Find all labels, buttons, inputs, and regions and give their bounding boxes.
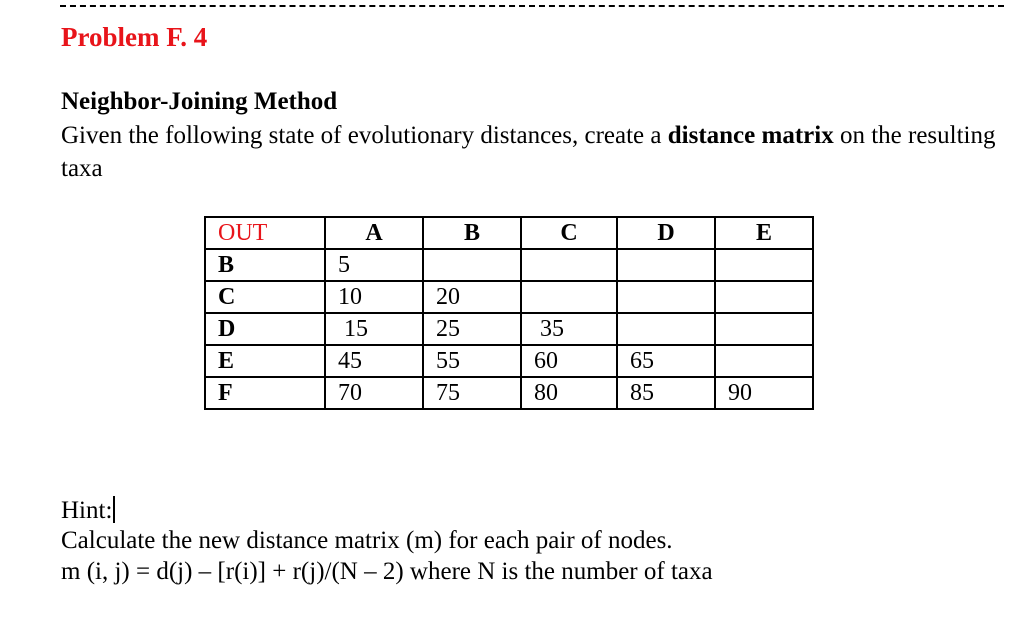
column-header-d: D [617, 217, 715, 249]
method-title: Neighbor-Joining Method [61, 88, 338, 115]
table-cell [715, 249, 813, 281]
instructions-text: Given the following state of evolutionary distances, create a [61, 122, 668, 149]
table-cell: 55 [423, 345, 521, 377]
table-cell [617, 313, 715, 345]
dashed-separator [60, 5, 1004, 7]
table-cell: 80 [521, 377, 617, 409]
table-cell: 5 [325, 249, 423, 281]
table-cell [423, 249, 521, 281]
table-row [205, 281, 813, 313]
text-cursor [113, 496, 115, 523]
table-cell: 70 [325, 377, 423, 409]
distance-table [204, 216, 814, 410]
hint-formula: m (i, j) = d(j) – [r(i)] + r(j)/(N – 2) where N is the number of taxa [61, 558, 713, 585]
table-cell: 35 [521, 313, 617, 345]
table-cell: 10 [325, 281, 423, 313]
instructions-text-end: on the resulting taxa [61, 122, 996, 182]
row-label-f: F [205, 377, 325, 409]
table-cell: 60 [521, 345, 617, 377]
hint-label: Hint: [61, 497, 113, 524]
row-label-c: C [205, 281, 325, 313]
problem-title: Problem F. 4 [61, 22, 208, 52]
table-header-row [205, 217, 813, 249]
table-cell: 85 [617, 377, 715, 409]
instructions-paragraph [61, 119, 1011, 185]
table-cell [715, 313, 813, 345]
column-header-b: B [423, 217, 521, 249]
table-cell: 65 [617, 345, 715, 377]
table-cell: 25 [423, 313, 521, 345]
table-row [205, 377, 813, 409]
row-label-e: E [205, 345, 325, 377]
hint-text: Calculate the new distance matrix (m) for each pair of nodes. [61, 527, 673, 554]
table-cell: 20 [423, 281, 521, 313]
table-row [205, 249, 813, 281]
table-cell: 15 [325, 313, 423, 345]
table-cell [521, 249, 617, 281]
table-corner-cell: OUT [205, 217, 325, 249]
table-cell [715, 281, 813, 313]
table-row [205, 313, 813, 345]
column-header-c: C [521, 217, 617, 249]
instructions-emphasis: distance matrix [667, 122, 834, 149]
hint-label-line [61, 496, 115, 525]
column-header-e: E [715, 217, 813, 249]
table-cell: 45 [325, 345, 423, 377]
table-cell [715, 345, 813, 377]
column-header-a: A [325, 217, 423, 249]
row-label-d: D [205, 313, 325, 345]
table-cell [521, 281, 617, 313]
row-label-b: B [205, 249, 325, 281]
table-cell [617, 281, 715, 313]
table-cell [617, 249, 715, 281]
table-cell: 90 [715, 377, 813, 409]
table-row [205, 345, 813, 377]
table-cell: 75 [423, 377, 521, 409]
